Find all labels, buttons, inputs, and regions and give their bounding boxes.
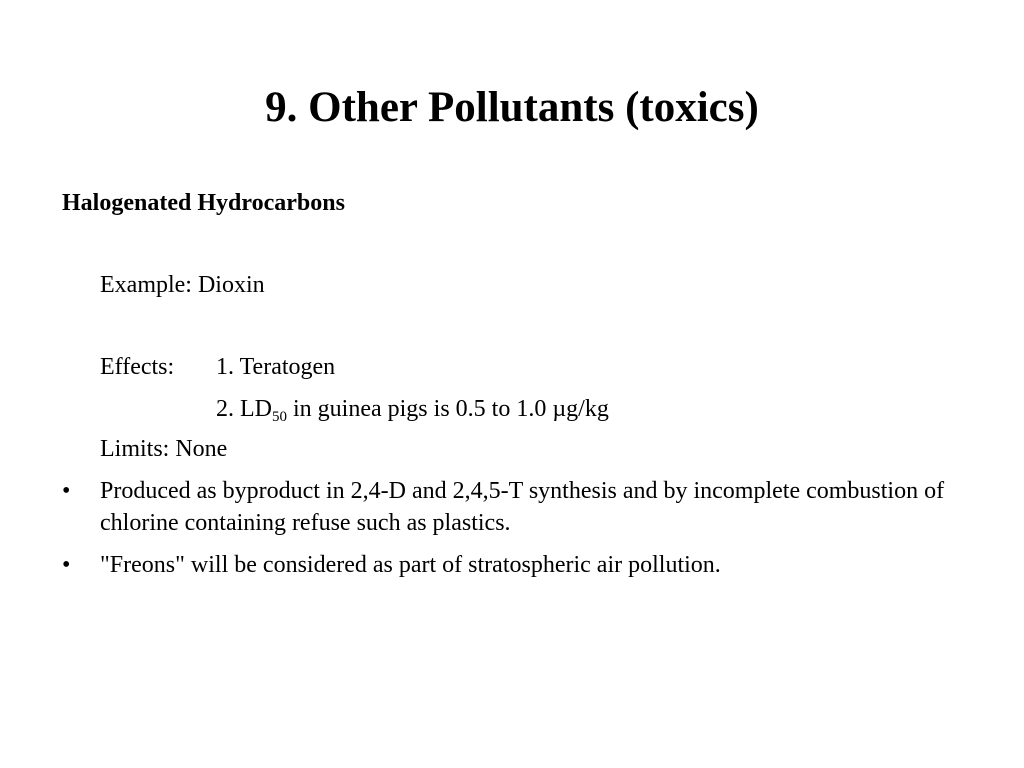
effect-item-ld50 [216, 393, 609, 425]
section-heading: Halogenated Hydrocarbons [62, 190, 345, 216]
ld-subscript: 50 [272, 409, 287, 425]
effect-item-teratogen: 1. Teratogen [216, 354, 336, 380]
ld-label: 2. LD [216, 396, 272, 422]
bullet-text: "Freons" will be considered as part of stratospheric air pollution. [100, 552, 721, 578]
bullet-marker: • [62, 552, 71, 578]
slide-title: 9. Other Pollutants (toxics) [265, 84, 759, 131]
limits-line: Limits: None [100, 436, 228, 462]
example-line: Example: Dioxin [100, 272, 265, 298]
ld-description: in guinea pigs is 0.5 to 1.0 µg/kg [287, 396, 609, 422]
bullet-item-byproduct [62, 475, 962, 539]
bullet-marker: • [62, 478, 71, 504]
effects-label: Effects: [100, 354, 175, 380]
bullet-item-freons [62, 549, 962, 581]
bullet-text: Produced as byproduct in 2,4-D and 2,4,5-T synthesis and by incomplete combustion of chlorine containing refuse such as plastics. [100, 478, 945, 536]
